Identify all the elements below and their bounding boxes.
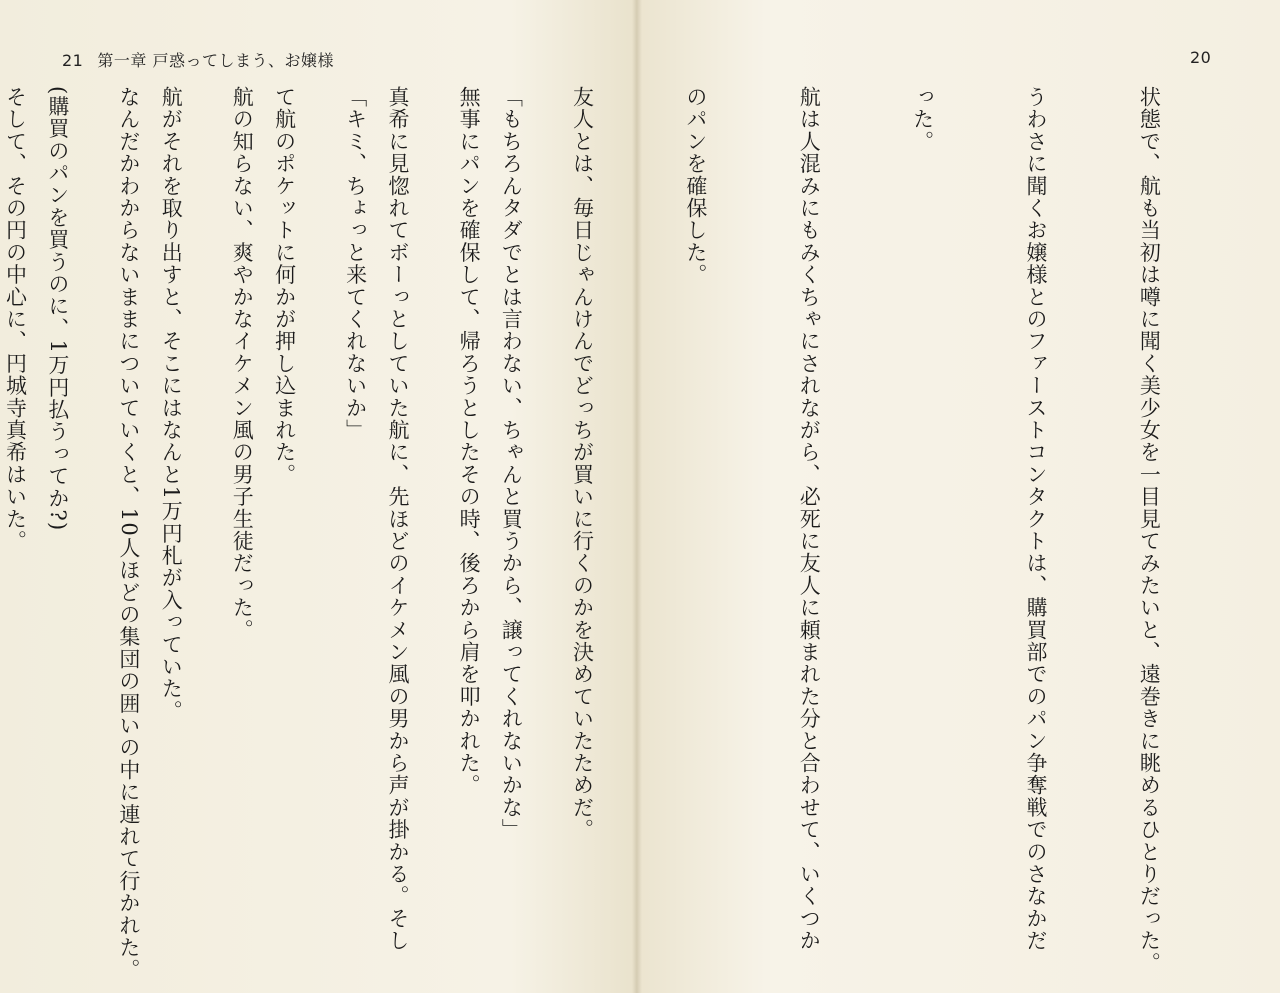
text-line: 真希に見惚れてボーっとしていた航に、先ほどのイケメン風の男から声が掛かる。そし — [386, 86, 411, 952]
text-line: った。 — [910, 86, 935, 153]
text-line: のパンを確保した。 — [683, 86, 708, 286]
text-line: 無事にパンを確保して、帰ろうとしたその時、後ろから肩を叩かれた。 — [457, 86, 482, 797]
text-line: 航は人混みにもみくちゃにされながら、必死に友人に頼まれた分と合わせて、いくつか — [797, 86, 822, 952]
text-line: 友人とは、毎日じゃんけんでどっちが買いに行くのかを決めていたためだ。 — [570, 86, 595, 841]
text-line: (購買のパンを買うのに、1万円払うってか?) — [45, 86, 70, 532]
text-line: 「キミ、ちょっと来てくれないか」 — [343, 86, 368, 442]
text-line: て航のポケットに何かが押し込まれた。 — [272, 86, 297, 486]
running-header: 第一章 戸惑ってしまう、お嬢様 — [97, 51, 334, 70]
left-page-header — [62, 48, 334, 71]
text-line: 「もちろんタダでとは言わない、ちゃんと買うから、譲ってくれないかな」 — [499, 86, 524, 841]
text-line: 状態で、航も当初は噂に聞く美少女を一目見てみたいと、遠巻きに眺めるひとりだった。 — [1137, 86, 1162, 974]
text-line: うわさに聞くお嬢様とのファーストコンタクトは、購買部でのパン争奪戦でのさなかだ — [1024, 86, 1049, 952]
text-line: 航がそれを取り出すと、そこにはなんと1万円札が入っていた。 — [159, 86, 184, 723]
text-line: そして、その円の中心に、円城寺真希はいた。 — [3, 86, 28, 553]
left-page-number: 21 — [62, 51, 84, 70]
text-line: 航の知らない、爽やかなイケメン風の男子生徒だった。 — [230, 86, 255, 641]
text-line: なんだかわからないままについていくと、10人ほどの集団の囲いの中に連れて行かれた。 — [116, 86, 141, 981]
right-page-number: 20 — [1190, 48, 1212, 67]
